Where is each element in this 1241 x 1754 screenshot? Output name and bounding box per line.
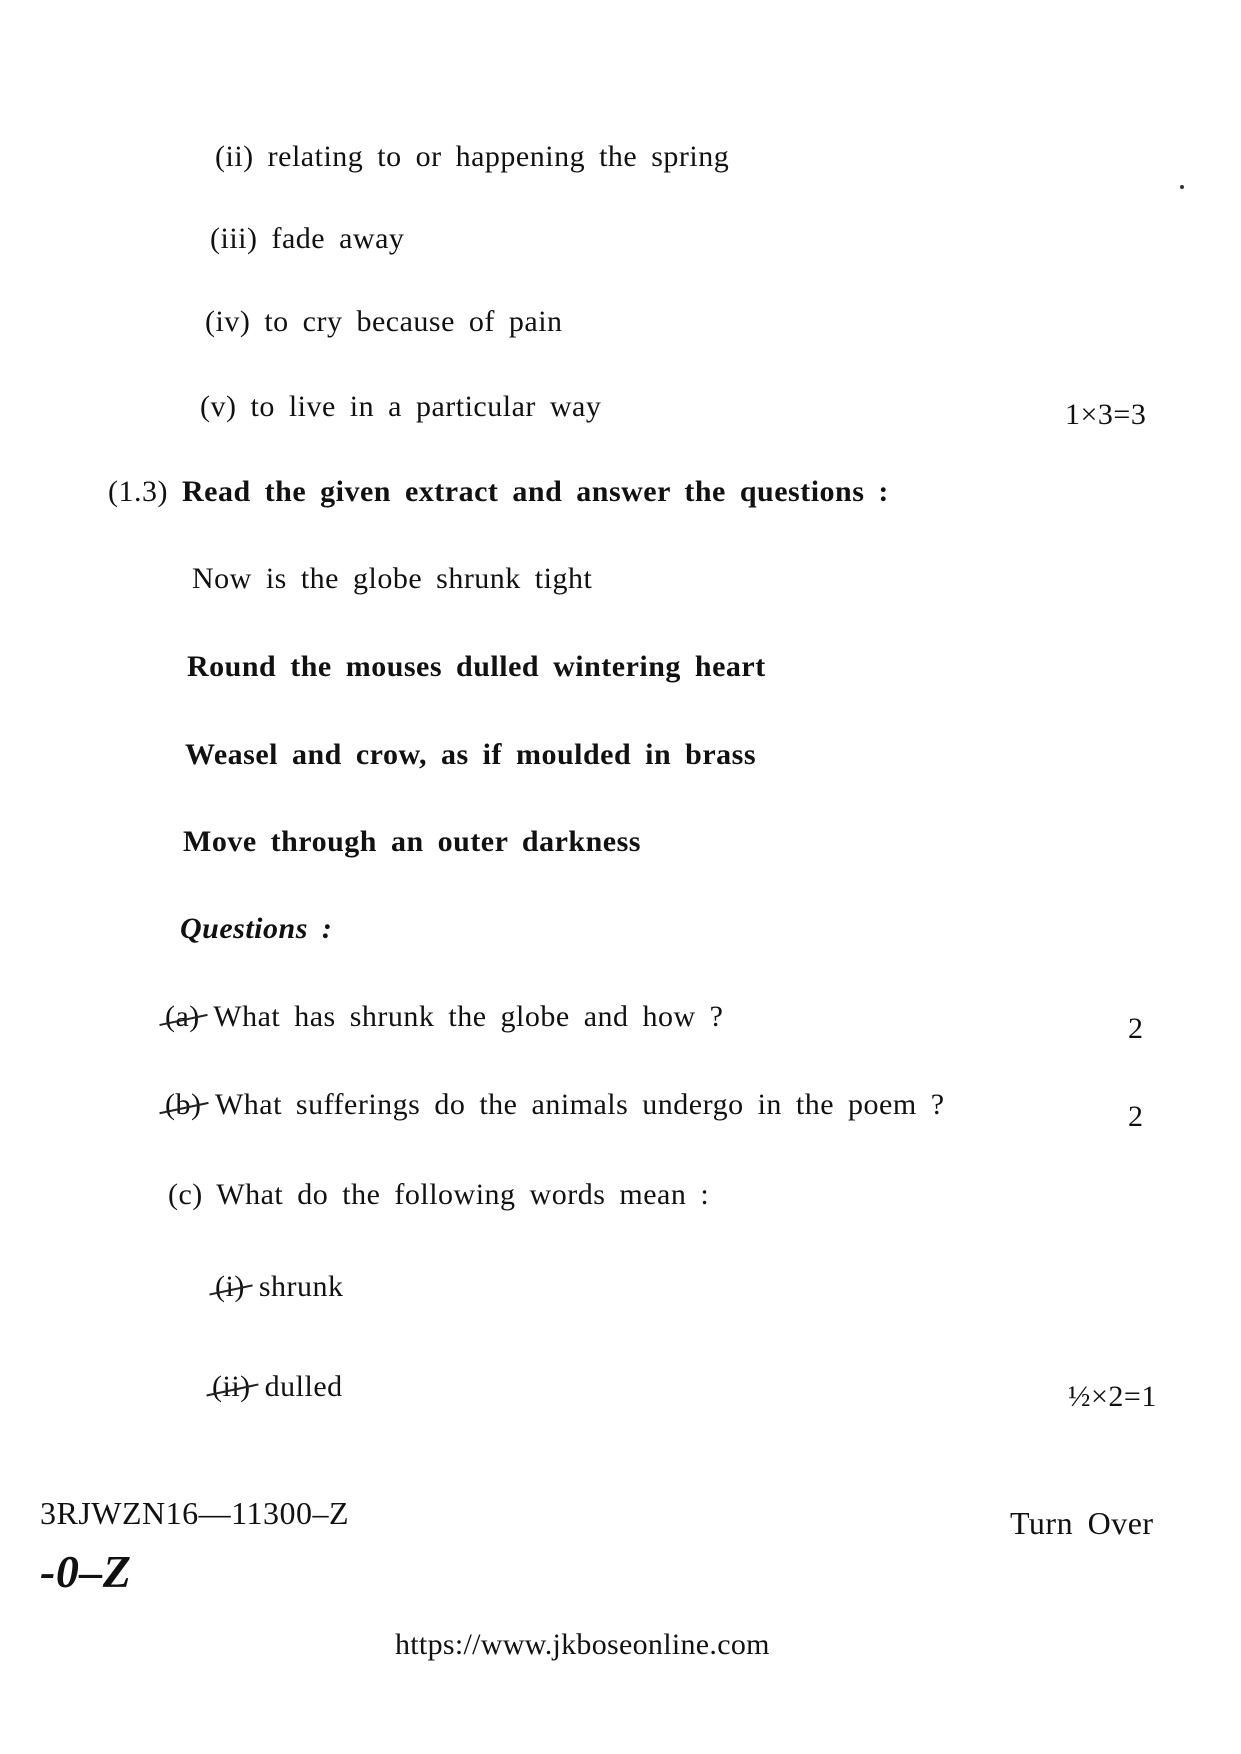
list-item <box>215 140 729 174</box>
sub-question <box>165 1000 723 1034</box>
list-item <box>210 222 404 256</box>
turn-over-text: Turn Over <box>1010 1505 1154 1541</box>
list-item <box>200 390 601 424</box>
sub-question-text: What has shrunk the globe and how ? <box>213 1000 724 1033</box>
sub-question-label: (b) <box>165 1088 202 1121</box>
sub-question <box>165 1088 945 1122</box>
sub-question-label: (c) <box>168 1178 203 1211</box>
list-item <box>205 305 563 339</box>
item-number: (iv) <box>205 305 251 338</box>
sub-question <box>168 1178 709 1212</box>
item-text: to live in a particular way <box>250 390 602 423</box>
item-number: (v) <box>200 390 237 423</box>
item-text: relating to or happening the spring <box>267 140 730 173</box>
word-label: (ii) <box>212 1370 251 1403</box>
word-label: (i) <box>215 1270 245 1303</box>
sub-question-label: (a) <box>165 1000 200 1033</box>
paper-code: 3RJWZN16—11300–Z <box>40 1495 350 1531</box>
marks-prev-section: 1×3=3 <box>1065 398 1147 431</box>
question-instruction: Read the given extract and answer the questions : <box>181 475 889 508</box>
word-item <box>215 1270 344 1304</box>
word-item <box>212 1370 343 1404</box>
extract-line: Weasel and crow, as if moulded in brass <box>185 738 757 771</box>
sub-question-text: What sufferings do the animals undergo in the poem ? <box>214 1088 945 1121</box>
item-number: (ii) <box>215 140 254 173</box>
extract-line: Round the mouses dulled wintering heart <box>187 650 766 683</box>
questions-heading: Questions : <box>180 912 333 945</box>
series-code: -0–Z <box>40 1546 132 1597</box>
sub-question-marks: 2 <box>1128 1100 1144 1133</box>
extract-line: Move through an outer darkness <box>183 825 641 858</box>
scan-speck <box>1180 185 1184 189</box>
item-number: (iii) <box>210 222 258 255</box>
sub-question-marks: 2 <box>1128 1012 1144 1045</box>
question-number: (1.3) <box>108 475 168 508</box>
word-text: dulled <box>264 1370 343 1403</box>
source-url: https://www.jkboseonline.com <box>395 1628 770 1661</box>
extract-line: Now is the globe shrunk tight <box>192 562 593 595</box>
sub-question-text: What do the following words mean : <box>216 1178 710 1211</box>
item-text: fade away <box>271 222 405 255</box>
question-header <box>108 475 889 509</box>
word-text: shrunk <box>258 1270 344 1303</box>
item-text: to cry because of pain <box>264 305 563 338</box>
word-marks: ½×2=1 <box>1068 1380 1157 1413</box>
